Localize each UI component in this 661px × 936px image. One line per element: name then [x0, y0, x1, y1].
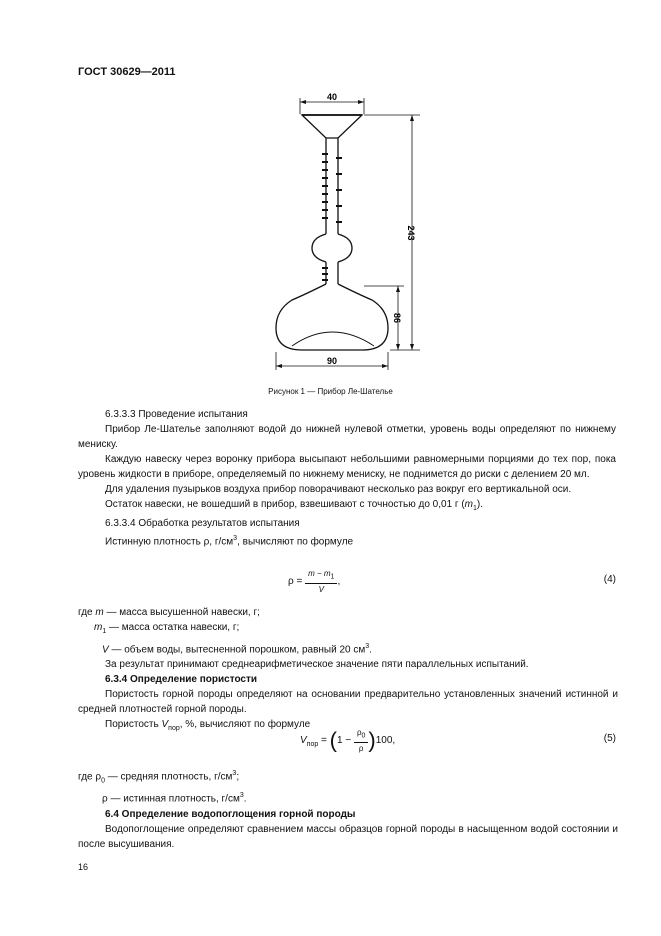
formula-5: $V_{пор} = (1$ − $\frac{\rho_0}{\rho}$ )100, — [300, 727, 396, 753]
heading-6334: 6.3.3.4 Обработка результатов испытания — [105, 518, 300, 529]
flask-drawing — [262, 88, 432, 378]
section-6333 — [78, 407, 616, 549]
page-number: 16 — [78, 862, 89, 872]
figure-caption: Рисунок 1 — Прибор Ле-Шателье — [268, 387, 393, 396]
heading-64: 6.4 Определение водопоглощения горной породы — [105, 808, 356, 820]
paragraph: Водопоглощение определяют сравнением массы образцов горной породы в насыщенном водой состоянии и после высушивания. — [78, 823, 618, 850]
dim-height-label: 243 — [406, 225, 416, 241]
paragraph: Пористость горной породы определяют на основании предварительно установленных значений истинной и средней плотностей горной породы. — [78, 689, 618, 716]
paragraph: Для удаления пузырьков воздуха прибор поворачивают несколько раз вокруг его вертикальной оси. — [105, 484, 572, 495]
paragraph: За результат принимают среднеарифметическое значение пяти параллельных испытаний. — [105, 659, 529, 671]
definition: ρ — истинная плотность, $г/см^3$. — [102, 792, 247, 805]
document-code: ГОСТ 30629—2011 — [78, 66, 176, 78]
paragraph: Каждую навеску через воронку прибора высыпают небольшими равномерными порциями до тех пор, пока уровень жидкости в приборе, определяемый по нижнему мениску, не поднимется до риски с делением 20 мл. — [78, 454, 616, 480]
formula-5-number: (5) — [603, 733, 616, 744]
paragraph: Истинную плотность ρ, $г/см^3$, вычисляют по формуле — [105, 535, 354, 548]
dim-bottom-label: 90 — [326, 356, 338, 366]
definition: $m_1$ — масса остатка навески, г; — [94, 622, 240, 635]
formula-5-definitions — [78, 766, 618, 852]
formula-4-definitions — [78, 605, 618, 736]
paragraph: Пористость $V_{пор}$, %, вычисляют по формуле — [105, 719, 311, 733]
paragraph: Прибор Ле-Шателье заполняют водой до нижней нулевой отметки, уровень воды определяют по нижнему мениску. — [78, 424, 616, 450]
dim-top-label: 40 — [326, 92, 338, 102]
heading-634: 6.3.4 Определение пористости — [105, 674, 258, 686]
definition: где m — масса высушенной навески, г; — [78, 607, 260, 618]
formula-4: ρ = $\frac{m - m_1}{V}$ , — [288, 569, 341, 594]
heading-6333: 6.3.3.3 Проведение испытания — [105, 409, 248, 420]
paragraph: Остаток навески, не вошедший в прибор, взвешивают с точностью до 0,01 г $(m_1)$. — [105, 499, 484, 512]
definition: где $\rho_0$ — средняя плотность, $г/см^3$; — [78, 770, 240, 785]
definition: V — объем воды, вытесненной порошком, равный 20 $см^3$. — [102, 643, 372, 656]
le-chatelier-flask-figure — [262, 88, 432, 378]
formula-4-number: (4) — [603, 574, 616, 585]
dim-bulb-height-label: 86 — [392, 312, 402, 324]
